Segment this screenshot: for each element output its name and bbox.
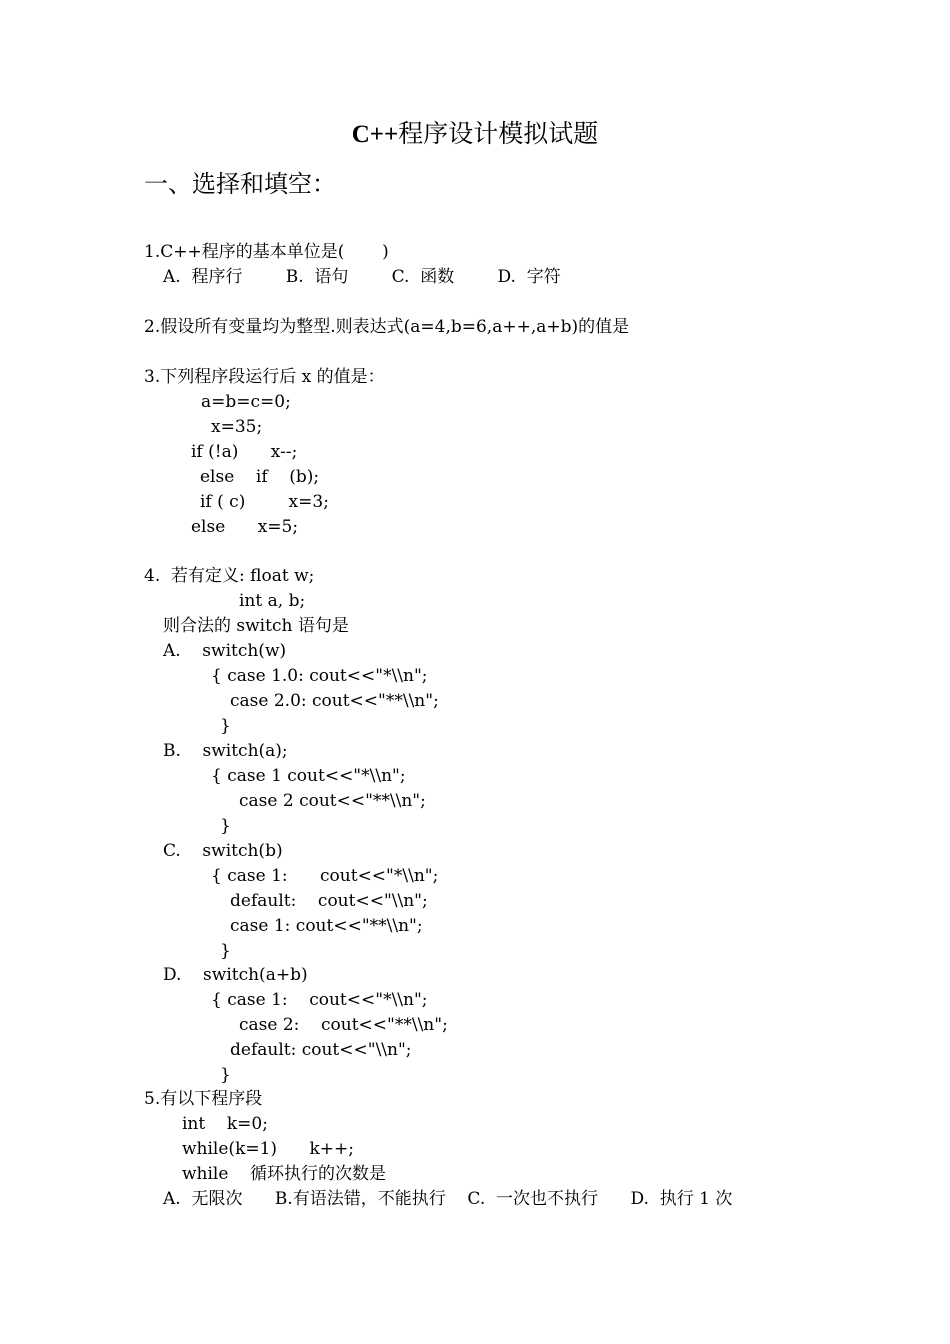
text-line: case 1: cout<<"**\\n"; [230,916,423,936]
text-line: x=35; [211,417,263,437]
text-line: 3.下列程序段运行后 x 的值是： [144,367,385,387]
text-line: default: cout<<"\\n"; [230,1040,412,1060]
text-line: else x=5; [191,517,299,537]
text-line: if ( c) x=3; [200,492,329,512]
text-line: } [220,816,231,836]
text-line: a=b=c=0; [201,392,291,412]
text-line: { case 1 cout<<"*\\n"; [211,766,406,786]
text-line: } [220,1065,231,1085]
text-line: if (!a) x--; [191,442,298,462]
text-line: B. switch(a); [163,741,288,761]
text-line: while 循环执行的次数是 [182,1164,387,1184]
text-line: int a, b; [239,591,306,611]
text-line: while(k=1) k++; [182,1139,355,1159]
text-line: 4. 若有定义: float w; [144,566,315,586]
title-bold: C++ [351,121,399,148]
text-line: D. switch(a+b) [163,965,308,985]
text-line: else if (b); [200,467,320,487]
text-line: case 2.0: cout<<"**\\n"; [230,691,439,711]
page-title [0,118,950,151]
text-line: A. 程序行 B. 语句 C. 函数 D. 字符 [163,267,561,287]
text-line: 5.有以下程序段 [144,1089,263,1109]
text-line: A. switch(w) [163,641,287,661]
text-line: 1.C++程序的基本单位是( ) [144,242,389,262]
text-line: A. 无限次 B.有语法错，不能执行 C. 一次也不执行 D. 执行 1 次 [163,1189,733,1209]
section-heading: 一、选择和填空： [144,170,336,198]
text-line: } [220,941,231,961]
text-line: { case 1: cout<<"*\\n"; [211,990,428,1010]
text-line: 则合法的 switch 语句是 [163,616,349,636]
text-line: 2.假设所有变量均为整型.则表达式(a=4,b=6,a++,a+b)的值是 [144,317,630,337]
text-line: } [220,716,231,736]
text-line: int k=0; [182,1114,268,1134]
text-line: { case 1.0: cout<<"*\\n"; [211,666,428,686]
text-line: { case 1: cout<<"*\\n"; [211,866,439,886]
text-line: default: cout<<"\\n"; [230,891,428,911]
title-rest: 程序设计模拟试题 [398,119,599,148]
text-line: C. switch(b) [163,841,283,861]
text-line: case 2: cout<<"**\\n"; [239,1015,448,1035]
text-line: case 2 cout<<"**\\n"; [239,791,426,811]
